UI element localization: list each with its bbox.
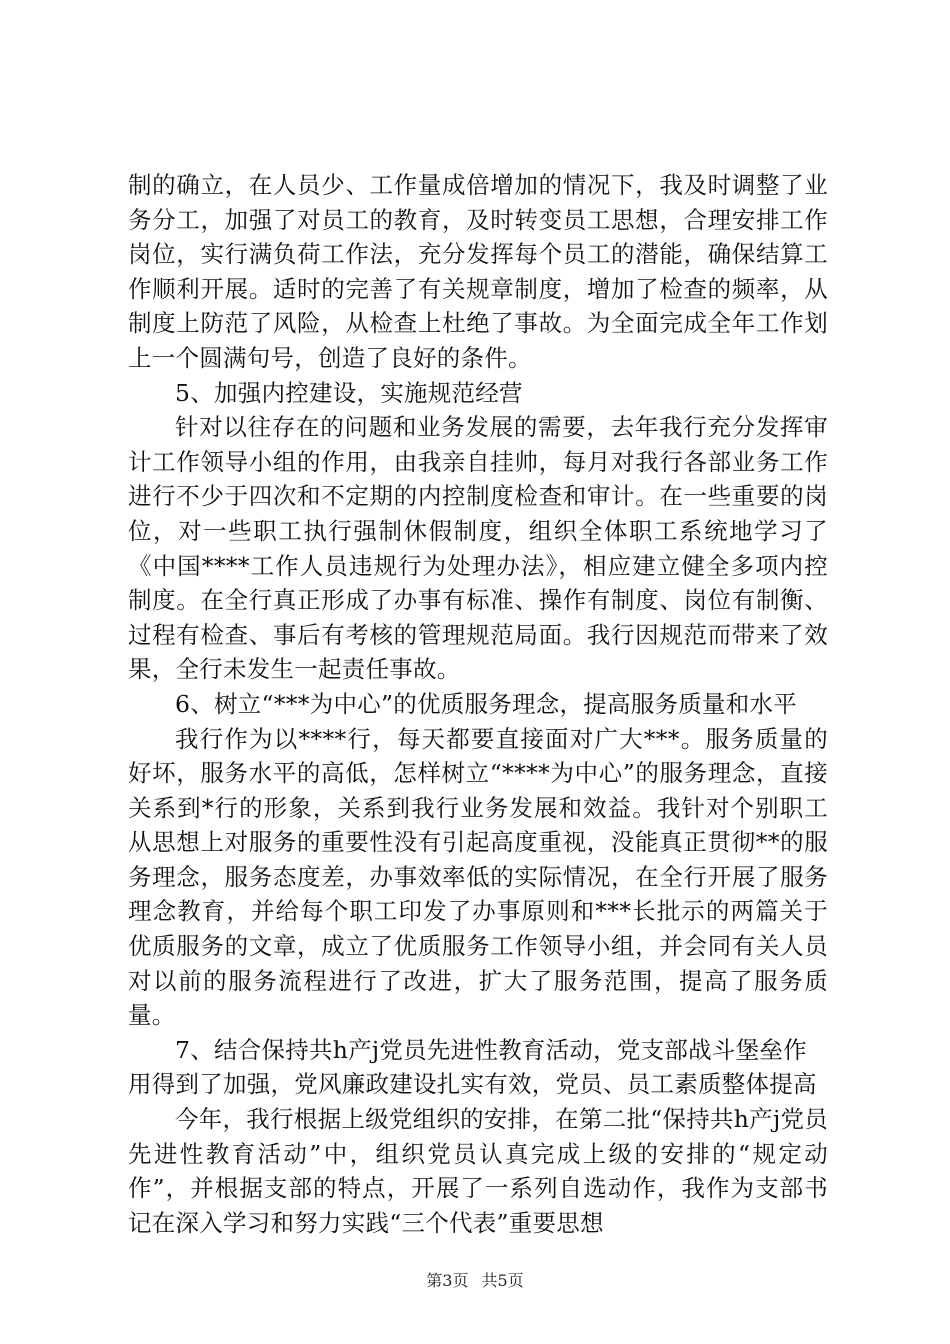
document-body	[128, 168, 828, 1240]
section-heading-5: 5、加强内控建设，实施规范经营	[175, 378, 523, 407]
page-number: 第3页	[426, 1271, 469, 1290]
paragraph-party-education: 今年，我行根据上级党组织的安排，在第二批“保持共h产j党员先进性教育活动”中，组织党员认真完成上级的安排的“规定动作”，并根据支部的特点，开展了一系列自选动作，我作为支部书记在深入学习和努力实践“三个代表”重要思想	[128, 1105, 828, 1237]
paragraph-internal-control: 针对以往存在的问题和业务发展的需要，去年我行充分发挥审计工作领导小组的作用，由我亲自挂帅，每月对我行各部业务工作进行不少于四次和不定期的内控制度检查和审计。在一些重要的岗位，对一些职工执行强制休假制度，组织全体职工系统地学习了《中国****工作人员违规行为处理办法》，相应建立健全多项内控制度。在全行真正形成了办事有标准、操作有制度、岗位有制衡、过程有检查、事后有考核的管理规范局面。我行因规范而带来了效果，全行未发生一起责任事故。	[128, 413, 828, 684]
page-footer	[0, 1268, 950, 1291]
section-heading-7: 7、结合保持共h产j党员先进性教育活动，党支部战斗堡垒作用得到了加强，党风廉政建设扎实有效，党员、员工素质整体提高	[128, 1035, 817, 1099]
paragraph-continued: 制的确立，在人员少、工作量成倍增加的情况下，我及时调整了业务分工，加强了对员工的教育，及时转变员工思想，合理安排工作岗位，实行满负荷工作法，充分发挥每个员工的潜能，确保结算工作顺利开展。适时的完善了有关规章制度，增加了检查的频率，从制度上防范了风险，从检查上杜绝了事故。为全面完成全年工作划上一个圆满句号，创造了良好的条件。	[128, 171, 828, 372]
section-heading-6: 6、树立“***为中心”的优质服务理念，提高服务质量和水平	[175, 689, 797, 718]
paragraph-service-quality: 我行作为以****行，每天都要直接面对广大***。服务质量的好坏，服务水平的高低，怎样树立“****为中心”的服务理念，直接关系到*行的形象，关系到我行业务发展和效益。我针对个别职工从思想上对服务的重要性没有引起高度重视，没能真正贯彻**的服务理念，服务态度差，办事效率低的实际情况，在全行开展了服务理念教育，并给每个职工印发了办事原则和***长批示的两篇关于优质服务的文章，成立了优质服务工作领导小组，并会同有关人员对以前的服务流程进行了改进，扩大了服务范围，提高了服务质量。	[128, 724, 828, 1030]
page-total: 共5页	[481, 1271, 524, 1290]
